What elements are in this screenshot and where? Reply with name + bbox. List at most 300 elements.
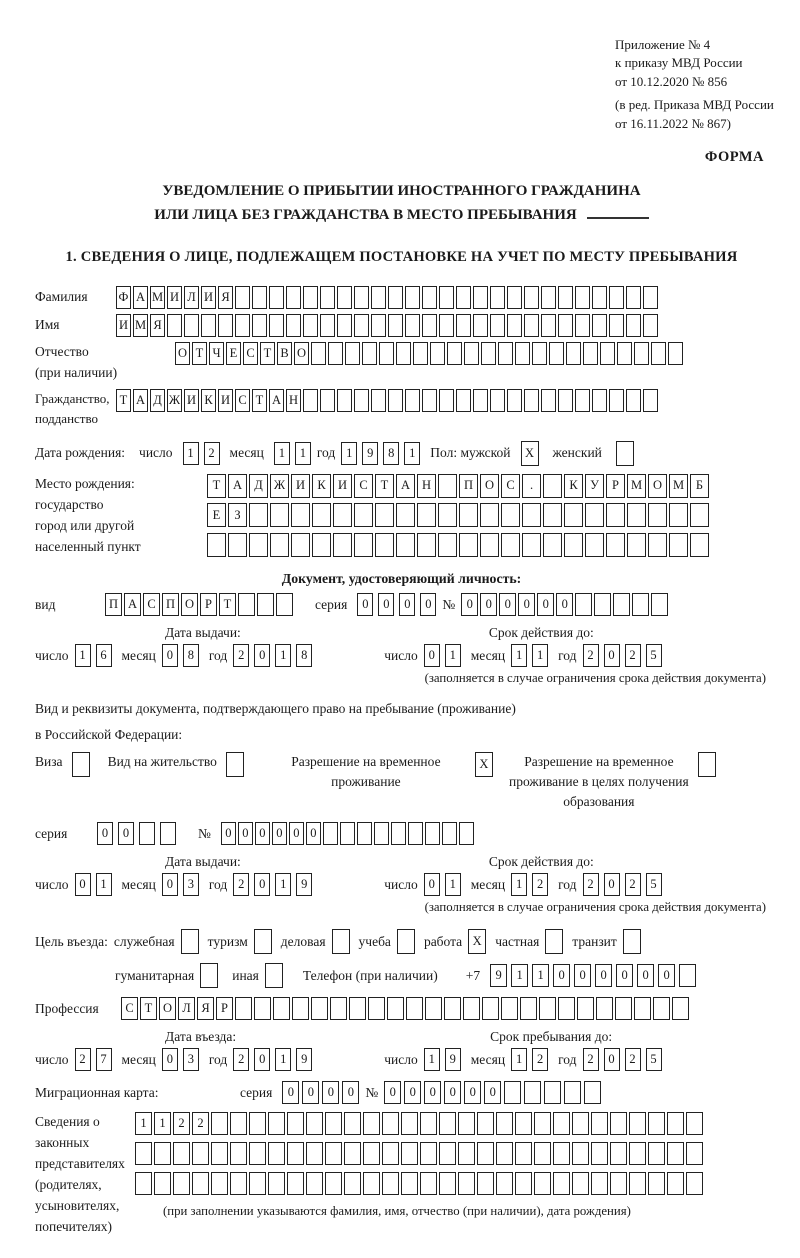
char-cell[interactable]: 0: [604, 873, 620, 896]
char-cell[interactable]: 6: [96, 644, 112, 667]
char-cell[interactable]: 0: [289, 822, 304, 845]
char-cell[interactable]: [553, 1172, 570, 1195]
char-cell[interactable]: 0: [75, 873, 91, 896]
char-cell[interactable]: [439, 1142, 456, 1165]
char-cell[interactable]: С: [243, 342, 258, 365]
char-cell[interactable]: [303, 286, 318, 309]
char-cell[interactable]: Ж: [167, 389, 182, 412]
char-cell[interactable]: [420, 1172, 437, 1195]
char-cell[interactable]: К: [564, 474, 583, 498]
char-cell[interactable]: [207, 533, 226, 557]
char-cell[interactable]: [613, 593, 630, 616]
char-cell[interactable]: [480, 503, 499, 527]
char-cell[interactable]: 0: [518, 593, 535, 616]
char-cell[interactable]: [490, 286, 505, 309]
char-cell[interactable]: 0: [162, 1048, 178, 1071]
char-cell[interactable]: [200, 963, 218, 988]
char-cell[interactable]: [539, 997, 556, 1020]
char-cell[interactable]: 2: [625, 644, 641, 667]
char-cell[interactable]: [648, 1112, 665, 1135]
char-cell[interactable]: 0: [378, 593, 394, 616]
char-cell[interactable]: [627, 503, 646, 527]
char-cell[interactable]: [371, 389, 386, 412]
char-cell[interactable]: [238, 593, 255, 616]
char-cell[interactable]: 2: [233, 644, 249, 667]
char-cell[interactable]: 0: [424, 1081, 441, 1104]
char-cell[interactable]: 2: [583, 644, 599, 667]
char-cell[interactable]: [135, 1142, 152, 1165]
char-cell[interactable]: [490, 389, 505, 412]
char-cell[interactable]: [643, 389, 658, 412]
char-cell[interactable]: [420, 1112, 437, 1135]
char-cell[interactable]: Т: [252, 389, 267, 412]
char-cell[interactable]: 0: [556, 593, 573, 616]
char-cell[interactable]: [610, 1112, 627, 1135]
char-cell[interactable]: О: [480, 474, 499, 498]
char-cell[interactable]: [490, 314, 505, 337]
char-cell[interactable]: 2: [173, 1112, 190, 1135]
char-cell[interactable]: [672, 997, 689, 1020]
char-cell[interactable]: [575, 286, 590, 309]
char-cell[interactable]: Я: [150, 314, 165, 337]
char-cell[interactable]: [686, 1112, 703, 1135]
char-cell[interactable]: 0: [480, 593, 497, 616]
char-cell[interactable]: Т: [260, 342, 275, 365]
char-cell[interactable]: 0: [254, 873, 270, 896]
char-cell[interactable]: 0: [272, 822, 287, 845]
char-cell[interactable]: С: [143, 593, 160, 616]
char-cell[interactable]: [575, 314, 590, 337]
char-cell[interactable]: 0: [658, 964, 675, 987]
char-cell[interactable]: [653, 997, 670, 1020]
char-cell[interactable]: У: [585, 474, 604, 498]
char-cell[interactable]: 9: [445, 1048, 461, 1071]
char-cell[interactable]: [507, 389, 522, 412]
char-cell[interactable]: 1: [511, 873, 527, 896]
char-cell[interactable]: [382, 1172, 399, 1195]
char-cell[interactable]: [154, 1142, 171, 1165]
char-cell[interactable]: 9: [490, 964, 507, 987]
char-cell[interactable]: [458, 1112, 475, 1135]
char-cell[interactable]: [626, 286, 641, 309]
char-cell[interactable]: .: [522, 474, 541, 498]
char-cell[interactable]: [286, 286, 301, 309]
char-cell[interactable]: [320, 389, 335, 412]
char-cell[interactable]: [354, 286, 369, 309]
char-cell[interactable]: О: [181, 593, 198, 616]
char-cell[interactable]: [287, 1142, 304, 1165]
char-cell[interactable]: [405, 314, 420, 337]
char-cell[interactable]: [504, 1081, 521, 1104]
char-cell[interactable]: 1: [404, 442, 420, 465]
char-cell[interactable]: Т: [219, 593, 236, 616]
char-cell[interactable]: 1: [511, 1048, 527, 1071]
char-cell[interactable]: 2: [532, 1048, 548, 1071]
char-cell[interactable]: 1: [532, 644, 548, 667]
char-cell[interactable]: 0: [254, 644, 270, 667]
char-cell[interactable]: [626, 314, 641, 337]
char-cell[interactable]: [303, 314, 318, 337]
char-cell[interactable]: 0: [255, 822, 270, 845]
char-cell[interactable]: [629, 1142, 646, 1165]
char-cell[interactable]: 0: [162, 644, 178, 667]
char-cell[interactable]: [211, 1142, 228, 1165]
char-cell[interactable]: [596, 997, 613, 1020]
char-cell[interactable]: [252, 314, 267, 337]
char-cell[interactable]: [388, 314, 403, 337]
char-cell[interactable]: О: [175, 342, 190, 365]
char-cell[interactable]: [379, 342, 394, 365]
char-cell[interactable]: [291, 533, 310, 557]
char-cell[interactable]: 0: [162, 873, 178, 896]
char-cell[interactable]: [572, 1172, 589, 1195]
char-cell[interactable]: [545, 929, 563, 954]
char-cell[interactable]: [515, 342, 530, 365]
char-cell[interactable]: [422, 286, 437, 309]
char-cell[interactable]: [668, 342, 683, 365]
char-cell[interactable]: 0: [574, 964, 591, 987]
char-cell[interactable]: 1: [295, 442, 311, 465]
char-cell[interactable]: [532, 342, 547, 365]
char-cell[interactable]: [648, 503, 667, 527]
char-cell[interactable]: [610, 1172, 627, 1195]
char-cell[interactable]: [270, 533, 289, 557]
char-cell[interactable]: [337, 314, 352, 337]
char-cell[interactable]: [648, 1142, 665, 1165]
char-cell[interactable]: [160, 822, 176, 845]
char-cell[interactable]: П: [105, 593, 122, 616]
char-cell[interactable]: [226, 752, 244, 777]
char-cell[interactable]: [558, 286, 573, 309]
char-cell[interactable]: 1: [511, 964, 528, 987]
char-cell[interactable]: 2: [204, 442, 220, 465]
char-cell[interactable]: [623, 929, 641, 954]
char-cell[interactable]: И: [116, 314, 131, 337]
char-cell[interactable]: [609, 389, 624, 412]
char-cell[interactable]: [564, 503, 583, 527]
char-cell[interactable]: [268, 1142, 285, 1165]
char-cell[interactable]: [173, 1172, 190, 1195]
char-cell[interactable]: 1: [183, 442, 199, 465]
char-cell[interactable]: 0: [424, 873, 440, 896]
char-cell[interactable]: 0: [464, 1081, 481, 1104]
char-cell[interactable]: [303, 389, 318, 412]
char-cell[interactable]: 1: [341, 442, 357, 465]
char-cell[interactable]: 1: [135, 1112, 152, 1135]
char-cell[interactable]: [585, 533, 604, 557]
char-cell[interactable]: Я: [218, 286, 233, 309]
char-cell[interactable]: [273, 997, 290, 1020]
char-cell[interactable]: [541, 314, 556, 337]
char-cell[interactable]: С: [121, 997, 138, 1020]
char-cell[interactable]: [254, 997, 271, 1020]
char-cell[interactable]: Д: [150, 389, 165, 412]
char-cell[interactable]: [606, 533, 625, 557]
char-cell[interactable]: [610, 1142, 627, 1165]
char-cell[interactable]: [524, 286, 539, 309]
char-cell[interactable]: [600, 342, 615, 365]
char-cell[interactable]: [541, 389, 556, 412]
char-cell[interactable]: М: [627, 474, 646, 498]
char-cell[interactable]: [325, 1172, 342, 1195]
char-cell[interactable]: [268, 1172, 285, 1195]
char-cell[interactable]: С: [501, 474, 520, 498]
char-cell[interactable]: [477, 1112, 494, 1135]
char-cell[interactable]: 1: [275, 873, 291, 896]
char-cell[interactable]: [632, 593, 649, 616]
char-cell[interactable]: [388, 286, 403, 309]
char-cell[interactable]: 0: [444, 1081, 461, 1104]
char-cell[interactable]: Е: [207, 503, 226, 527]
char-cell[interactable]: [230, 1172, 247, 1195]
char-cell[interactable]: [473, 314, 488, 337]
char-cell[interactable]: [439, 389, 454, 412]
char-cell[interactable]: [354, 503, 373, 527]
char-cell[interactable]: Л: [178, 997, 195, 1020]
char-cell[interactable]: [173, 1142, 190, 1165]
char-cell[interactable]: Н: [286, 389, 301, 412]
char-cell[interactable]: [269, 314, 284, 337]
char-cell[interactable]: [375, 533, 394, 557]
char-cell[interactable]: [211, 1172, 228, 1195]
char-cell[interactable]: А: [133, 286, 148, 309]
char-cell[interactable]: [354, 389, 369, 412]
char-cell[interactable]: [482, 997, 499, 1020]
char-cell[interactable]: [387, 997, 404, 1020]
char-cell[interactable]: [396, 503, 415, 527]
char-cell[interactable]: [323, 822, 338, 845]
char-cell[interactable]: [524, 1081, 541, 1104]
char-cell[interactable]: [592, 286, 607, 309]
char-cell[interactable]: [577, 997, 594, 1020]
char-cell[interactable]: 3: [183, 1048, 199, 1071]
char-cell[interactable]: [651, 593, 668, 616]
char-cell[interactable]: [447, 342, 462, 365]
char-cell[interactable]: [553, 1142, 570, 1165]
char-cell[interactable]: [629, 1112, 646, 1135]
char-cell[interactable]: [425, 997, 442, 1020]
char-cell[interactable]: [286, 314, 301, 337]
char-cell[interactable]: [408, 822, 423, 845]
char-cell[interactable]: [643, 314, 658, 337]
char-cell[interactable]: 0: [404, 1081, 421, 1104]
char-cell[interactable]: 0: [118, 822, 134, 845]
char-cell[interactable]: 5: [646, 873, 662, 896]
char-cell[interactable]: [679, 964, 696, 987]
char-cell[interactable]: Ж: [270, 474, 289, 498]
char-cell[interactable]: 8: [383, 442, 399, 465]
char-cell[interactable]: [439, 314, 454, 337]
char-cell[interactable]: [371, 314, 386, 337]
char-cell[interactable]: С: [235, 389, 250, 412]
char-cell[interactable]: [606, 503, 625, 527]
char-cell[interactable]: [439, 286, 454, 309]
char-cell[interactable]: [456, 286, 471, 309]
char-cell[interactable]: [477, 1142, 494, 1165]
char-cell[interactable]: 0: [637, 964, 654, 987]
char-cell[interactable]: [330, 997, 347, 1020]
char-cell[interactable]: [417, 503, 436, 527]
char-cell[interactable]: [564, 1081, 581, 1104]
char-cell[interactable]: [459, 503, 478, 527]
char-cell[interactable]: 9: [362, 442, 378, 465]
char-cell[interactable]: [425, 822, 440, 845]
char-cell[interactable]: [268, 1112, 285, 1135]
char-cell[interactable]: [690, 533, 709, 557]
char-cell[interactable]: [667, 1112, 684, 1135]
char-cell[interactable]: И: [291, 474, 310, 498]
char-cell[interactable]: [591, 1172, 608, 1195]
char-cell[interactable]: [374, 822, 389, 845]
char-cell[interactable]: [534, 1172, 551, 1195]
char-cell[interactable]: [235, 286, 250, 309]
char-cell[interactable]: [626, 389, 641, 412]
char-cell[interactable]: [534, 1112, 551, 1135]
char-cell[interactable]: 1: [275, 644, 291, 667]
char-cell[interactable]: [543, 503, 562, 527]
char-cell[interactable]: [337, 286, 352, 309]
char-cell[interactable]: [396, 533, 415, 557]
char-cell[interactable]: [553, 1112, 570, 1135]
char-cell[interactable]: [609, 314, 624, 337]
char-cell[interactable]: [406, 997, 423, 1020]
char-cell[interactable]: [249, 533, 268, 557]
char-cell[interactable]: [575, 389, 590, 412]
char-cell[interactable]: [181, 929, 199, 954]
char-cell[interactable]: [230, 1112, 247, 1135]
char-cell[interactable]: [543, 533, 562, 557]
char-cell[interactable]: 9: [296, 1048, 312, 1071]
char-cell[interactable]: [417, 533, 436, 557]
char-cell[interactable]: [218, 314, 233, 337]
char-cell[interactable]: [575, 593, 592, 616]
char-cell[interactable]: И: [218, 389, 233, 412]
char-cell[interactable]: [430, 342, 445, 365]
char-cell[interactable]: П: [162, 593, 179, 616]
char-cell[interactable]: 0: [616, 964, 633, 987]
char-cell[interactable]: [349, 997, 366, 1020]
char-cell[interactable]: [522, 533, 541, 557]
char-cell[interactable]: [616, 441, 634, 466]
char-cell[interactable]: [235, 314, 250, 337]
char-cell[interactable]: [340, 822, 355, 845]
char-cell[interactable]: [311, 997, 328, 1020]
char-cell[interactable]: [543, 474, 562, 498]
char-cell[interactable]: [591, 1142, 608, 1165]
char-cell[interactable]: [287, 1112, 304, 1135]
char-cell[interactable]: [228, 533, 247, 557]
char-cell[interactable]: [498, 342, 513, 365]
char-cell[interactable]: [344, 1112, 361, 1135]
char-cell[interactable]: [558, 314, 573, 337]
char-cell[interactable]: А: [133, 389, 148, 412]
char-cell[interactable]: 1: [275, 1048, 291, 1071]
char-cell[interactable]: [287, 1172, 304, 1195]
char-cell[interactable]: Ч: [209, 342, 224, 365]
char-cell[interactable]: [515, 1172, 532, 1195]
char-cell[interactable]: [520, 997, 537, 1020]
char-cell[interactable]: [501, 533, 520, 557]
char-cell[interactable]: 0: [399, 593, 415, 616]
char-cell[interactable]: [444, 997, 461, 1020]
char-cell[interactable]: [438, 474, 457, 498]
char-cell[interactable]: 0: [302, 1081, 319, 1104]
char-cell[interactable]: X: [468, 929, 486, 954]
char-cell[interactable]: 1: [511, 644, 527, 667]
char-cell[interactable]: [456, 314, 471, 337]
char-cell[interactable]: 2: [75, 1048, 91, 1071]
char-cell[interactable]: [375, 503, 394, 527]
char-cell[interactable]: 0: [254, 1048, 270, 1071]
char-cell[interactable]: А: [228, 474, 247, 498]
char-cell[interactable]: [357, 822, 372, 845]
char-cell[interactable]: Р: [606, 474, 625, 498]
char-cell[interactable]: В: [277, 342, 292, 365]
char-cell[interactable]: [257, 593, 274, 616]
char-cell[interactable]: [585, 503, 604, 527]
char-cell[interactable]: Д: [249, 474, 268, 498]
char-cell[interactable]: 2: [192, 1112, 209, 1135]
char-cell[interactable]: [291, 503, 310, 527]
char-cell[interactable]: [354, 314, 369, 337]
char-cell[interactable]: [456, 389, 471, 412]
char-cell[interactable]: [686, 1142, 703, 1165]
char-cell[interactable]: [345, 342, 360, 365]
char-cell[interactable]: 1: [75, 644, 91, 667]
char-cell[interactable]: [615, 997, 632, 1020]
char-cell[interactable]: 7: [96, 1048, 112, 1071]
char-cell[interactable]: 5: [646, 644, 662, 667]
char-cell[interactable]: [306, 1172, 323, 1195]
char-cell[interactable]: [629, 1172, 646, 1195]
char-cell[interactable]: Т: [207, 474, 226, 498]
char-cell[interactable]: [139, 822, 155, 845]
char-cell[interactable]: [464, 342, 479, 365]
char-cell[interactable]: [564, 533, 583, 557]
char-cell[interactable]: Т: [116, 389, 131, 412]
char-cell[interactable]: [382, 1112, 399, 1135]
char-cell[interactable]: 0: [499, 593, 516, 616]
char-cell[interactable]: [438, 533, 457, 557]
char-cell[interactable]: [211, 1112, 228, 1135]
char-cell[interactable]: [276, 593, 293, 616]
char-cell[interactable]: [405, 389, 420, 412]
char-cell[interactable]: 1: [274, 442, 290, 465]
char-cell[interactable]: [396, 342, 411, 365]
char-cell[interactable]: [617, 342, 632, 365]
char-cell[interactable]: [541, 286, 556, 309]
char-cell[interactable]: [534, 1142, 551, 1165]
char-cell[interactable]: О: [159, 997, 176, 1020]
char-cell[interactable]: X: [521, 441, 539, 466]
char-cell[interactable]: [249, 1142, 266, 1165]
char-cell[interactable]: 1: [445, 644, 461, 667]
char-cell[interactable]: 2: [583, 1048, 599, 1071]
char-cell[interactable]: [544, 1081, 561, 1104]
char-cell[interactable]: [320, 286, 335, 309]
char-cell[interactable]: Я: [197, 997, 214, 1020]
char-cell[interactable]: 0: [461, 593, 478, 616]
char-cell[interactable]: [413, 342, 428, 365]
char-cell[interactable]: [192, 1142, 209, 1165]
char-cell[interactable]: [332, 929, 350, 954]
char-cell[interactable]: [401, 1112, 418, 1135]
char-cell[interactable]: [669, 533, 688, 557]
char-cell[interactable]: [249, 1112, 266, 1135]
char-cell[interactable]: 2: [625, 873, 641, 896]
char-cell[interactable]: М: [133, 314, 148, 337]
char-cell[interactable]: [549, 342, 564, 365]
